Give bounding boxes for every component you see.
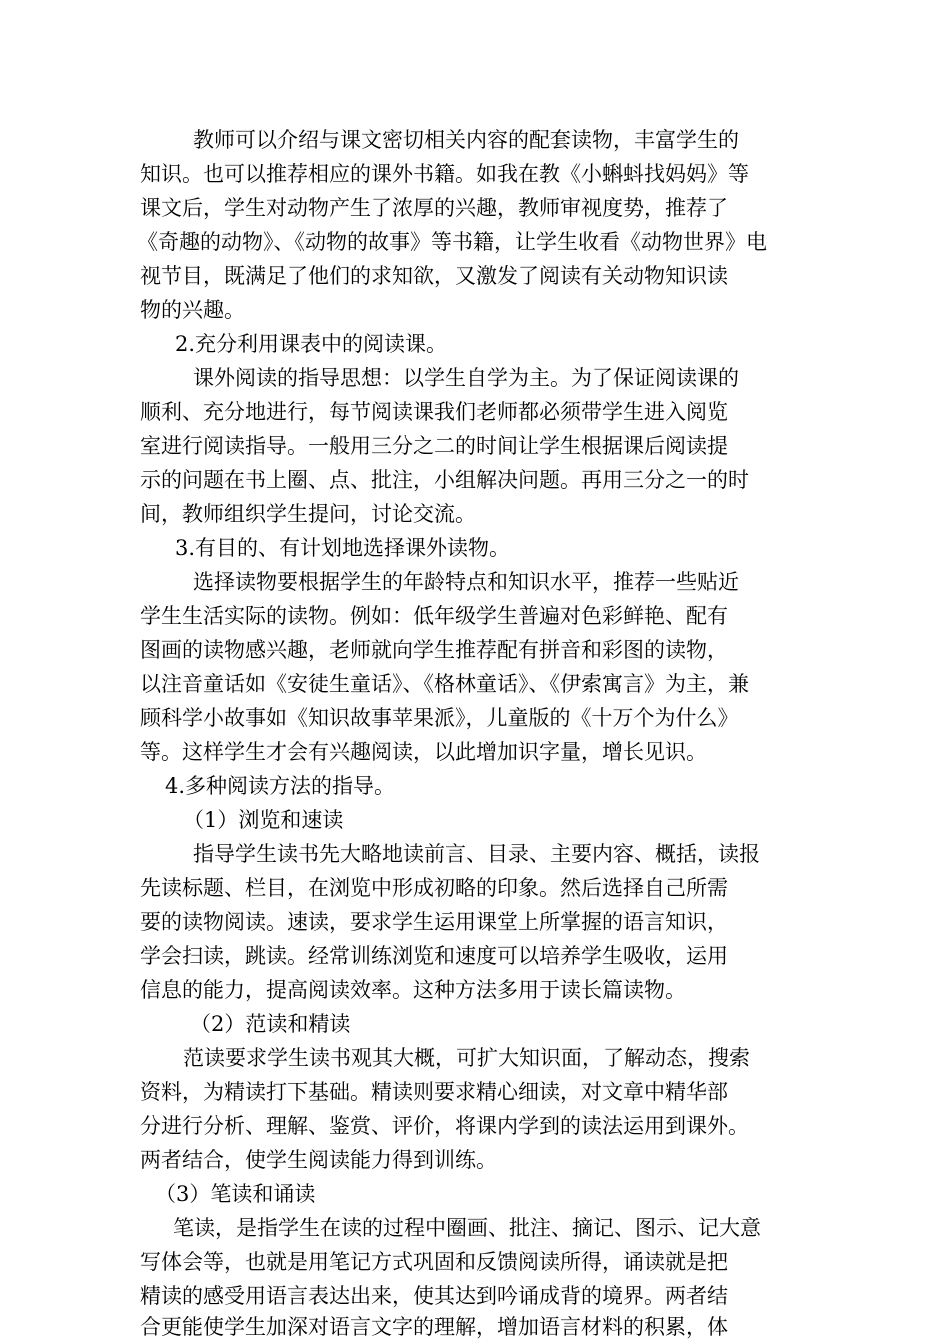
text-line: 信息的能力，提高阅读效率。这种方法多用于读长篇读物。 xyxy=(140,978,686,1002)
text-line: 视节目，既满足了他们的求知欲，又激发了阅读有关动物知识读 xyxy=(140,264,728,288)
text-line: 分进行分析、理解、鉴赏、评价，将课内学到的读法运用到课外。 xyxy=(140,1114,749,1138)
text-line: 教师可以介绍与课文密切相关内容的配套读物，丰富学生的 xyxy=(193,128,739,152)
section-heading: 2.充分利用课表中的阅读课。 xyxy=(175,332,448,356)
section-heading: 3.有目的、有计划地选择课外读物。 xyxy=(175,536,511,560)
text-line: 精读的感受用语言表达出来，使其达到吟诵成背的境界。两者结 xyxy=(140,1284,728,1308)
text-line: 笔读，是指学生在读的过程中圈画、批注、摘记、图示、记大意 xyxy=(173,1216,761,1240)
text-line: 范读要求学生读书观其大概，可扩大知识面，了解动态，搜索 xyxy=(183,1046,750,1070)
sub-heading: （2）范读和精读 xyxy=(190,1012,351,1036)
section-heading: 4.多种阅读方法的指导。 xyxy=(165,774,396,798)
text-line: 要的读物阅读。速读，要求学生运用课堂上所掌握的语言知识， xyxy=(140,910,728,934)
text-line: 室进行阅读指导。一般用三分之二的时间让学生根据课后阅读提 xyxy=(140,434,728,458)
text-line: 学生生活实际的读物。例如：低年级学生普遍对色彩鲜艳、配有 xyxy=(140,604,728,628)
text-line: 选择读物要根据学生的年龄特点和知识水平，推荐一些贴近 xyxy=(193,570,739,594)
text-line: 以注音童话如《安徒生童话》、《格林童话》、《伊索寓言》为主，兼 xyxy=(140,672,749,696)
text-line: 指导学生读书先大略地读前言、目录、主要内容、概括，读报 xyxy=(193,842,760,866)
text-line: 合更能使学生加深对语言文字的理解，增加语言材料的积累，体 xyxy=(140,1315,728,1339)
sub-heading: （3）笔读和诵读 xyxy=(155,1182,316,1206)
text-line: 《奇趣的动物》、《动物的故事》等书籍，让学生收看《动物世界》电 xyxy=(137,230,767,254)
text-line: 图画的读物感兴趣，老师就向学生推荐配有拼音和彩图的读物， xyxy=(140,638,728,662)
text-line: 知识。也可以推荐相应的课外书籍。如我在教《小蝌蚪找妈妈》等 xyxy=(140,162,749,186)
sub-heading: （1）浏览和速读 xyxy=(183,808,344,832)
text-line: 写体会等，也就是用笔记方式巩固和反馈阅读所得，诵读就是把 xyxy=(140,1250,728,1274)
text-line: 示的问题在书上圈、点、批注，小组解决问题。再用三分之一的时 xyxy=(140,468,749,492)
text-line: 学会扫读，跳读。经常训练浏览和速度可以培养学生吸收，运用 xyxy=(140,944,728,968)
text-line: 间，教师组织学生提问，讨论交流。 xyxy=(140,502,476,526)
text-line: 顺利、充分地进行，每节阅读课我们老师都必须带学生进入阅览 xyxy=(140,400,728,424)
text-line: 等。这样学生才会有兴趣阅读，以此增加识字量，增长见识。 xyxy=(140,740,707,764)
text-line: 顾科学小故事如《知识故事苹果派》，儿童版的《十万个为什么》 xyxy=(140,706,739,730)
text-line: 物的兴趣。 xyxy=(140,298,245,322)
text-line: 课外阅读的指导思想：以学生自学为主。为了保证阅读课的 xyxy=(193,366,739,390)
text-line: 先读标题、栏目，在浏览中形成初略的印象。然后选择自己所需 xyxy=(140,876,728,900)
text-line: 课文后，学生对动物产生了浓厚的兴趣，教师审视度势，推荐了 xyxy=(140,196,728,220)
text-line: 资料，为精读打下基础。精读则要求精心细读，对文章中精华部 xyxy=(140,1080,728,1104)
text-line: 两者结合，使学生阅读能力得到训练。 xyxy=(140,1148,497,1172)
